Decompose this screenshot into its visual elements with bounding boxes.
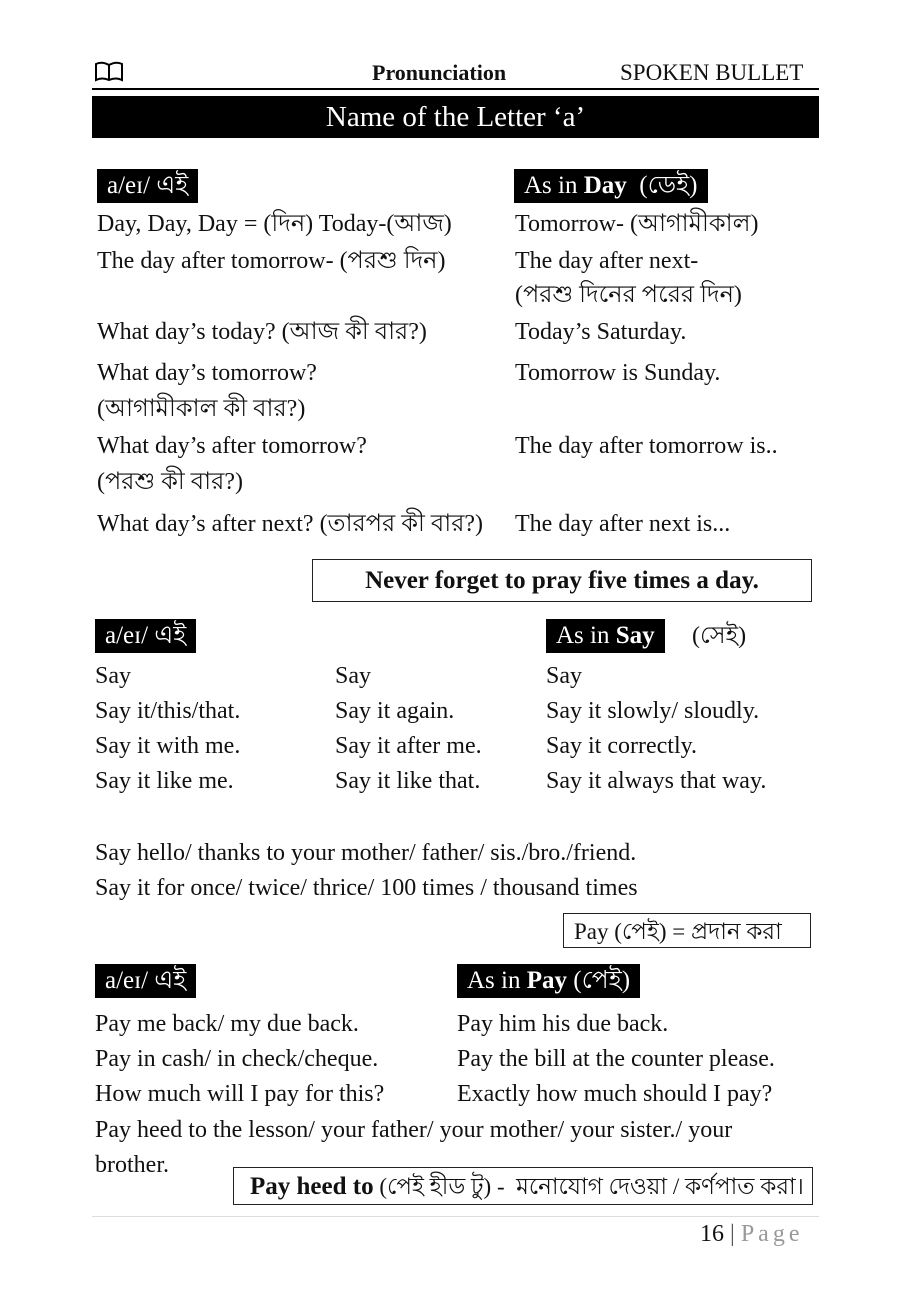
day-row-left: Day, Day, Day = (দিন) Today-(আজ) bbox=[97, 211, 452, 237]
as-in-say-pronunciation: (সেই) bbox=[692, 623, 747, 649]
pay-row-left: Pay in cash/ in check/cheque. bbox=[95, 1046, 379, 1072]
say-line: Say it for once/ twice/ thrice/ 100 times / thousand times bbox=[95, 875, 638, 901]
as-in-day-tag bbox=[514, 169, 708, 203]
phonetic-tag-pay: a/eɪ/ এই bbox=[95, 964, 196, 998]
day-row-left: What day’s after next? (তারপর কী বার?) bbox=[97, 511, 484, 537]
day-row-left: What day’s today? (আজ কী বার?) bbox=[97, 319, 427, 345]
footer-rule bbox=[92, 1216, 819, 1217]
day-row-left-cont: (আগামীকাল কী বার?) bbox=[97, 396, 306, 422]
as-in-pay-tag bbox=[457, 964, 640, 998]
as-in-word: Say bbox=[615, 622, 655, 649]
day-row-right: Tomorrow is Sunday. bbox=[515, 360, 721, 386]
say-cell: Say bbox=[335, 663, 371, 689]
day-row-left-cont: (পরশু কী বার?) bbox=[97, 469, 243, 495]
phonetic-tag-day: a/eɪ/ এই bbox=[97, 169, 198, 203]
say-cell: Say it like that. bbox=[335, 768, 481, 794]
say-cell: Say bbox=[546, 663, 582, 689]
pay-row-right: Exactly how much should I pay? bbox=[457, 1081, 773, 1107]
page-separator: | bbox=[724, 1221, 741, 1247]
day-row-right-cont: (পরশু দিনের পরের দিন) bbox=[515, 282, 742, 308]
pay-line-cont: brother. bbox=[95, 1152, 169, 1178]
as-in-label: As in bbox=[524, 172, 584, 199]
book-icon bbox=[94, 60, 124, 82]
pay-row-left: How much will I pay for this? bbox=[95, 1081, 385, 1107]
say-cell: Say bbox=[95, 663, 131, 689]
day-row-right: Today’s Saturday. bbox=[515, 319, 687, 345]
pay-row-left: Pay me back/ my due back. bbox=[95, 1011, 359, 1037]
say-cell: Say it with me. bbox=[95, 733, 241, 759]
pay-row-right: Pay him his due back. bbox=[457, 1011, 669, 1037]
say-cell: Say it correctly. bbox=[546, 733, 698, 759]
pay-heed-term: Pay heed to bbox=[250, 1173, 374, 1200]
day-row-left: What day’s after tomorrow? bbox=[97, 433, 367, 459]
as-in-pronunciation: (ডেই) bbox=[626, 172, 698, 199]
page-label: Page bbox=[740, 1221, 804, 1247]
day-row-left: What day’s tomorrow? bbox=[97, 360, 317, 386]
say-cell: Say it/this/that. bbox=[95, 698, 241, 724]
say-cell: Say it always that way. bbox=[546, 768, 767, 794]
day-row-left: The day after tomorrow- (পরশু দিন) bbox=[97, 248, 446, 274]
say-cell: Say it slowly/ sloudly. bbox=[546, 698, 760, 724]
say-cell: Say it again. bbox=[335, 698, 455, 724]
as-in-word: Day bbox=[583, 172, 627, 199]
say-cell: Say it after me. bbox=[335, 733, 482, 759]
phonetic-tag-say: a/eɪ/ এই bbox=[95, 619, 196, 653]
say-cell: Say it like me. bbox=[95, 768, 234, 794]
page-footer bbox=[700, 1221, 803, 1248]
pay-row-right: Pay the bill at the counter please. bbox=[457, 1046, 775, 1072]
header-book-title: SPOKEN BULLET bbox=[620, 60, 804, 85]
pay-heed-box bbox=[233, 1167, 813, 1205]
as-in-label: As in bbox=[556, 622, 616, 649]
say-line: Say hello/ thanks to your mother/ father/ sis./bro./friend. bbox=[95, 840, 637, 866]
day-row-right: The day after next- bbox=[515, 248, 699, 274]
page-number: 16 bbox=[700, 1221, 724, 1247]
day-row-right: The day after next is... bbox=[515, 511, 731, 537]
as-in-pronunciation: (পেই) bbox=[567, 967, 631, 994]
pay-definition-box: Pay (পেই) = প্রদান করা bbox=[563, 913, 811, 948]
header-rule bbox=[92, 88, 819, 90]
day-row-right: Tomorrow- (আগামীকাল) bbox=[515, 211, 759, 237]
header-section: Pronunciation bbox=[372, 60, 507, 85]
day-row-right: The day after tomorrow is.. bbox=[515, 433, 778, 459]
as-in-word: Pay bbox=[526, 967, 568, 994]
quote-box: Never forget to pray five times a day. bbox=[312, 559, 812, 602]
as-in-say-tag bbox=[546, 619, 665, 653]
pay-line: Pay heed to the lesson/ your father/ your mother/ your sister./ your bbox=[95, 1117, 733, 1143]
pay-heed-meaning: (পেই হীড টু) - মনোযোগ দেওয়া / কর্ণপাত করা। bbox=[373, 1174, 804, 1199]
page-title: Name of the Letter ‘a’ bbox=[92, 96, 819, 138]
as-in-label: As in bbox=[467, 967, 527, 994]
